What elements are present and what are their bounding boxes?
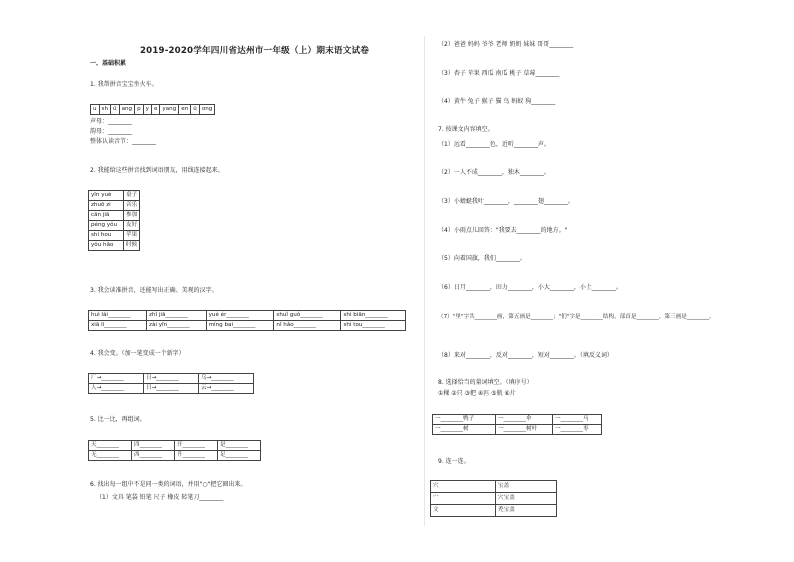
pinyin-blank: shì tou________ [341,321,406,331]
pinyin-cell: yang [160,105,179,115]
q8-options: ①棵 ②只 ③把 ④匹 ⑤瓶 ⑥片 [438,390,516,397]
pinyin-cell: zhuō zi [89,201,124,211]
column-divider [424,36,425,526]
char-blank: 厂→________ [89,374,144,384]
pinyin-cell: ü [111,105,120,115]
measure-blank: 一________树叶 [496,425,553,435]
q6-item: （1）文具 笔袋 铅笔 尺子 橡皮 转笔刀________ [96,494,224,501]
q6-item: （3）杏子 苹果 西瓜 南瓜 桃子 草莓________ [438,70,560,77]
q3-prompt: 3. 我会读准拼音，还能写出正确、美观的汉字。 [90,287,218,294]
q9-prompt: 9. 连一连。 [438,458,470,465]
radical-name-cell: 秃宝盖 [496,505,557,517]
char-blank: 足________ [218,451,261,461]
char-blank: 无________ [89,451,132,461]
pinyin-cell: shí hou [89,231,124,241]
q5-table [88,440,261,461]
q7-item: （5）向着国旗，我们________。 [438,255,526,262]
pinyin-blank: míng bai________ [206,321,274,331]
q7-prompt: 7. 按课文内容填空。 [438,126,494,133]
q4-prompt: 4. 我会变。（加一笔变成一个新字） [90,350,185,357]
word-cell: 苹果 [124,231,140,241]
pinyin-blank: shuǐ guǒ________ [274,311,341,321]
measure-blank: 一________马 [553,415,602,425]
q5-prompt: 5. 比一比，再组词。 [90,416,146,423]
measure-blank: 一________鸭子 [433,415,496,425]
q7-item: （3）小蜻蜓我叶________，________翅________。 [438,198,574,205]
radical-cell: 文 [431,505,496,517]
section-heading: 一、基础积累 [90,60,127,67]
pinyin-blank: huì lái________ [89,311,147,321]
word-cell: 音乐 [124,201,140,211]
char-blank: 人→________ [89,384,144,394]
pinyin-cell: ong [199,105,215,115]
q7-item: （2）一人不成________，独木________。 [438,169,550,176]
pinyin-cell: cān jiā [89,211,124,221]
radical-cell: 穴 [431,481,496,493]
q9-table [430,480,557,517]
word-cell: 友好 [124,221,140,231]
pinyin-cell: u [91,105,100,115]
char-blank: 天________ [89,441,132,451]
char-blank: 云→________ [199,384,254,394]
pinyin-cell: sh [99,105,110,115]
measure-blank: 一________树 [433,425,496,435]
q7-item: （4）小雨点儿回答："我要去________的地方。" [438,227,568,234]
pinyin-blank: yuè ér________ [206,311,274,321]
pinyin-blank: zhǐ jiā________ [147,311,207,321]
char-blank: 开________ [175,441,218,451]
char-blank: 日→________ [144,384,199,394]
pinyin-cell: y [143,105,151,115]
q7-item: （8）来对________，反对________，短对________。（填反义词） [438,352,613,359]
char-blank: 升________ [175,451,218,461]
q1-line-shengmu: 声母：________ [90,118,133,125]
radical-cell: 宀 [431,493,496,505]
q1-pinyin-table [90,104,215,115]
q7-item: （7）"里"字共________画，第五画是________；"们"字是________结构，部首是________，第三画是________。 [438,314,715,320]
page-title: 2019-2020学年四川省达州市一年级（上）期末语文试卷 [140,46,370,56]
char-blank: 四________ [132,441,175,451]
pinyin-blank: nǐ hǎo________ [274,321,341,331]
pinyin-cell: ang [119,105,135,115]
q6-item: （2）爸爸 妈妈 爷爷 老师 奶奶 妹妹 哥哥________ [438,41,574,48]
q7-item: （6）日月________，田力________，小大________，小土________。 [438,284,622,291]
pinyin-cell: péng yǒu [89,221,124,231]
q8-table [432,414,602,435]
q1-line-zhengti: 整体认读音节：________ [90,138,157,145]
pinyin-cell: yīn yuè [89,191,124,201]
word-cell: 桌子 [124,191,140,201]
measure-blank: 一________枣 [553,425,602,435]
q1-line-yunmu: 韵母：________ [90,128,133,135]
word-cell: 时候 [124,241,140,251]
q1-prompt: 1. 我帮拼音宝宝坐火车。 [90,81,158,88]
q8-prompt: 8. 选择恰当的量词填空。（填序号） [438,379,533,386]
pinyin-blank: zài yīn________ [147,321,207,331]
char-blank: 是________ [218,441,261,451]
word-cell: 参加 [124,211,140,221]
pinyin-blank: xiā li________ [89,321,147,331]
q2-match-table [88,190,140,251]
char-blank: 西________ [132,451,175,461]
pinyin-cell: ü [191,105,200,115]
pinyin-cell: en [179,105,191,115]
radical-name-cell: 宝盖 [496,481,557,493]
pinyin-cell: e [151,105,159,115]
pinyin-cell: p [135,105,144,115]
radical-name-cell: 穴宝盖 [496,493,557,505]
q7-item: （1）远看________色，近听________声。 [438,141,550,148]
pinyin-blank: shì biān________ [341,311,406,321]
q4-table [88,373,254,394]
q6-prompt: 6. 找出每一组中不是同一类的词语，并用"○"把它圈出来。 [90,481,247,488]
pinyin-cell: yǒu hǎo [89,241,124,251]
q2-prompt: 2. 我能给这些拼音找到词语朋友，用线连接起来。 [90,167,224,174]
q3-pinyin-table [88,310,406,331]
q6-item: （4）黄牛 兔子 猴子 猫 鸟 蚂蚁 狗________ [438,98,556,105]
char-blank: 日→________ [144,374,199,384]
char-blank: 乌→________ [199,374,254,384]
measure-blank: 一________伞 [496,415,553,425]
